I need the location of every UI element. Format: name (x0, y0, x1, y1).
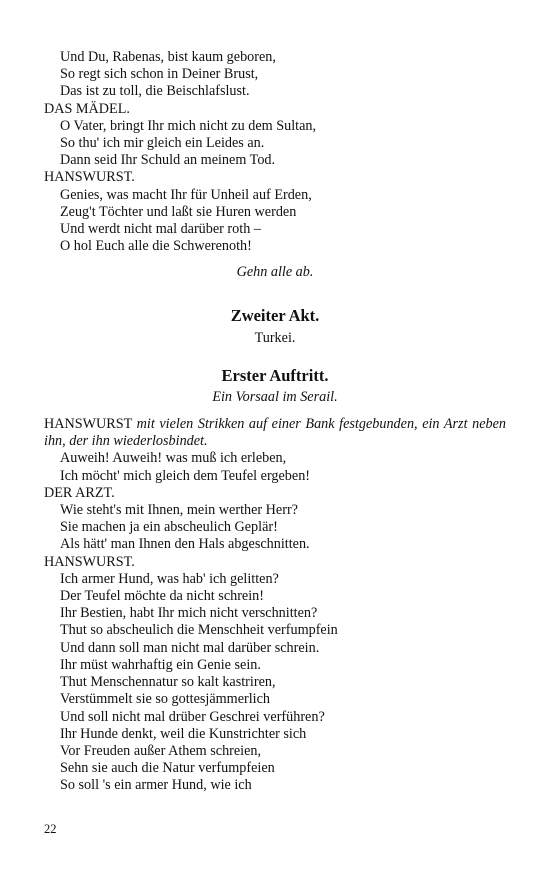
verse-line: Und werdt nicht mal darüber roth – (60, 221, 261, 238)
verse-line: Thut Menschennatur so kalt kastriren, (60, 674, 276, 691)
verse-line: Thut so abscheulich die Menschheit verfumpfein (60, 622, 338, 639)
verse-line: Als hätt' man Ihnen den Hals abgeschnitten. (60, 536, 310, 553)
verse-line: Genies, was macht Ihr für Unheil auf Erden, (60, 186, 312, 203)
verse-line: Wie steht's mit Ihnen, mein werther Herr? (60, 502, 298, 519)
stage-direction: Gehn alle ab. (236, 264, 314, 281)
verse-line: Ich armer Hund, was hab' ich gelitten? (60, 570, 279, 587)
page-number: 22 (44, 822, 57, 836)
verse-line: Dann seid Ihr Schuld an meinem Tod. (60, 152, 276, 169)
stage-direction-text: mit vielen Strikken auf einer Bank festgebunden, ein Arzt neben ihn, der ihn wiederlosbindet. (44, 416, 507, 450)
verse-line: Der Teufel möchte da nicht schrein! (60, 588, 264, 605)
speaker-name: DAS MÄDEL. (44, 100, 130, 117)
verse-line: Ihr müst wahrhaftig ein Genie sein. (60, 656, 261, 673)
verse-line: Zeug't Töchter und laßt sie Huren werden (60, 203, 297, 220)
verse-line: Und soll nicht mal drüber Geschrei verführen? (60, 708, 325, 725)
speaker-name: HANSWURST. (44, 169, 135, 186)
verse-line: Das ist zu toll, die Beischlafslust. (60, 83, 250, 100)
verse-line: Verstümmelt sie so gottesjämmerlich (60, 691, 271, 708)
verse-line: Ihr Bestien, habt Ihr mich nicht verschnitten? (60, 605, 318, 622)
scene-title: Erster Auftritt. (221, 365, 329, 385)
speaker-name: HANSWURST. (44, 553, 135, 570)
spacer (44, 282, 506, 306)
verse-line: O hol Euch alle die Schwerenoth! (60, 238, 252, 255)
verse-line: Sehn sie auch die Natur verfumpfeien (60, 760, 275, 777)
scene-place: Ein Vorsaal im Serail. (212, 388, 338, 405)
spacer (44, 406, 506, 416)
speaker-name: DER ARZT. (44, 484, 115, 501)
verse-line: Vor Freuden außer Athem schreien, (60, 742, 262, 759)
verse-line: So soll 's ein armer Hund, wie ich (60, 777, 252, 794)
verse-line: So thu' ich mir gleich ein Leides an. (60, 135, 265, 152)
act-place: Turkei. (254, 329, 296, 346)
act-title: Zweiter Akt. (230, 305, 320, 325)
scene-stage-direction (44, 416, 506, 450)
speaker-name: HANSWURST (44, 416, 133, 433)
verse-line: Und Du, Rabenas, bist kaum geboren, (60, 49, 276, 65)
verse-line: Und dann soll man nicht mal darüber schrein. (60, 639, 320, 656)
spacer (44, 347, 506, 366)
verse-line: Auweih! Auweih! was muß ich erleben, (60, 450, 287, 467)
verse-line: Ihr Hunde denkt, weil die Kunstrichter sich (60, 725, 307, 742)
verse-line: Sie machen ja ein abscheulich Geplär! (60, 519, 278, 536)
verse-line: So regt sich schon in Deiner Brust, (60, 66, 259, 83)
verse-line: Ich möcht' mich gleich dem Teufel ergeben! (60, 467, 311, 484)
spacer (44, 255, 506, 264)
page-text (44, 49, 506, 795)
verse-line: O Vater, bringt Ihr mich nicht zu dem Sultan, (60, 117, 317, 134)
